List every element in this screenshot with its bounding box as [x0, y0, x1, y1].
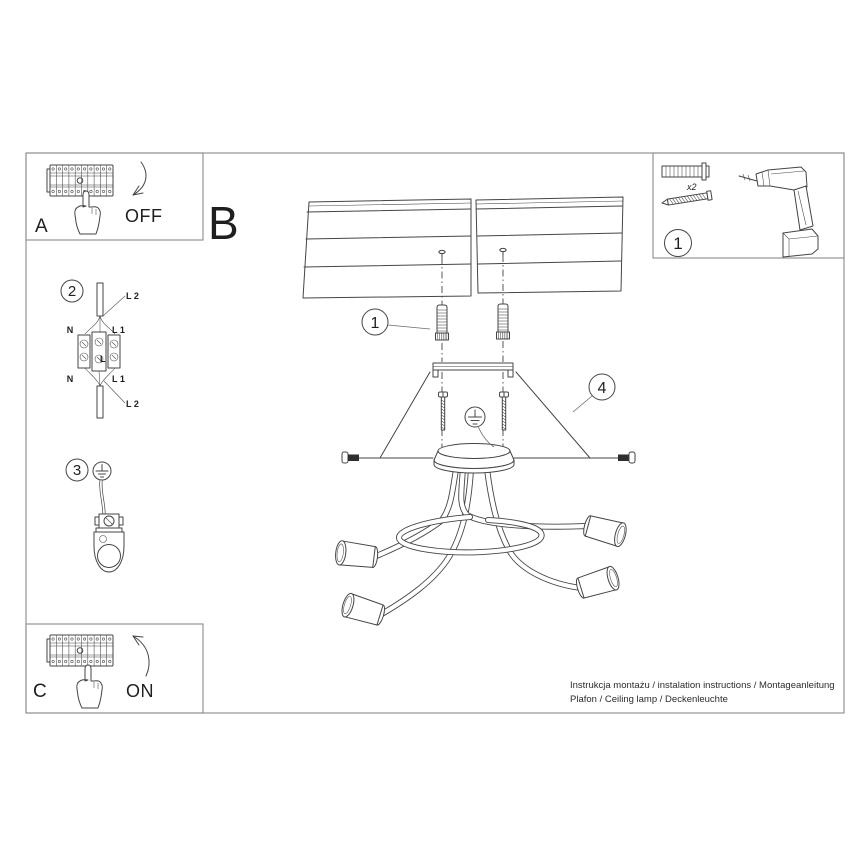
screw-icon [661, 191, 712, 208]
step-3-badge [66, 459, 88, 481]
ceiling-panels [303, 197, 623, 298]
label-l1-top: L 1 [112, 325, 125, 335]
mounting-bracket-part [94, 532, 124, 572]
panel-a [26, 153, 203, 240]
step-1-badge-parts [665, 230, 692, 257]
on-label: ON [126, 681, 154, 701]
bottom-cable [97, 386, 103, 418]
ground-symbol-icon [93, 462, 111, 480]
terminal-block [78, 332, 120, 371]
breaker-icon-c [47, 635, 113, 666]
ground-terminal [95, 514, 123, 532]
side-bolt-left [342, 452, 359, 463]
off-arrow-icon [133, 162, 146, 195]
label-l1-bottom: L 1 [112, 374, 125, 384]
lamp-socket-right-bottom [574, 565, 621, 601]
wall-plug-right [497, 304, 510, 339]
ground-symbol-icon-main [465, 407, 485, 427]
lamp-arms [374, 469, 588, 615]
label-l2-bottom: L 2 [126, 399, 139, 409]
canopy [434, 444, 514, 474]
lamp-socket-left-top [334, 540, 379, 569]
on-arrow-icon [133, 636, 149, 676]
wall-plug-icon [662, 163, 709, 180]
label-l-mid: L [100, 354, 106, 364]
step-1-badge-main [362, 309, 430, 335]
breaker-icon-a [47, 165, 113, 196]
wiring-diagram [61, 280, 139, 418]
step-4-badge [573, 374, 615, 412]
off-label: OFF [125, 206, 163, 226]
pointing-hand-icon-a [75, 191, 101, 234]
drill-icon [739, 167, 818, 257]
canopy-screw-left [439, 392, 448, 430]
pointing-hand-icon-c [77, 665, 103, 708]
label-l2-top: L 2 [126, 291, 139, 301]
step-2-number: 2 [67, 283, 77, 300]
step-1-number-main: 1 [370, 315, 380, 332]
side-bolt-right [618, 452, 635, 463]
step-4-number: 4 [597, 380, 607, 397]
canopy-screw-right [500, 392, 509, 430]
parts-panel [653, 153, 844, 258]
label-n-top: N [66, 325, 74, 335]
panel-c [26, 624, 203, 713]
top-wires [85, 316, 115, 334]
top-cable [97, 283, 103, 316]
main-diagram [303, 197, 635, 628]
footer-line2: Plafon / Ceiling lamp / Deckenleuchte [570, 694, 728, 705]
footer-line1: Instrukcja montażu / instalation instructions / Montageanleitung [570, 680, 835, 691]
step-2-badge [61, 280, 83, 302]
ground-step [66, 459, 124, 572]
panel-a-letter: A [35, 216, 48, 237]
drill-hole-marks [439, 248, 506, 257]
step-1-number: 1 [673, 234, 683, 253]
mounting-bracket [433, 363, 513, 377]
panel-c-letter: C [33, 681, 47, 702]
plug-qty-label: x2 [687, 182, 697, 192]
section-b-letter: B [208, 197, 239, 249]
step-3-number: 3 [72, 462, 82, 479]
lamp-socket-left-bottom [340, 592, 387, 628]
wall-plug-left [436, 305, 449, 340]
lamp-socket-right-top [581, 513, 628, 547]
footer-text [570, 680, 835, 705]
label-n-bottom: N [66, 374, 74, 384]
